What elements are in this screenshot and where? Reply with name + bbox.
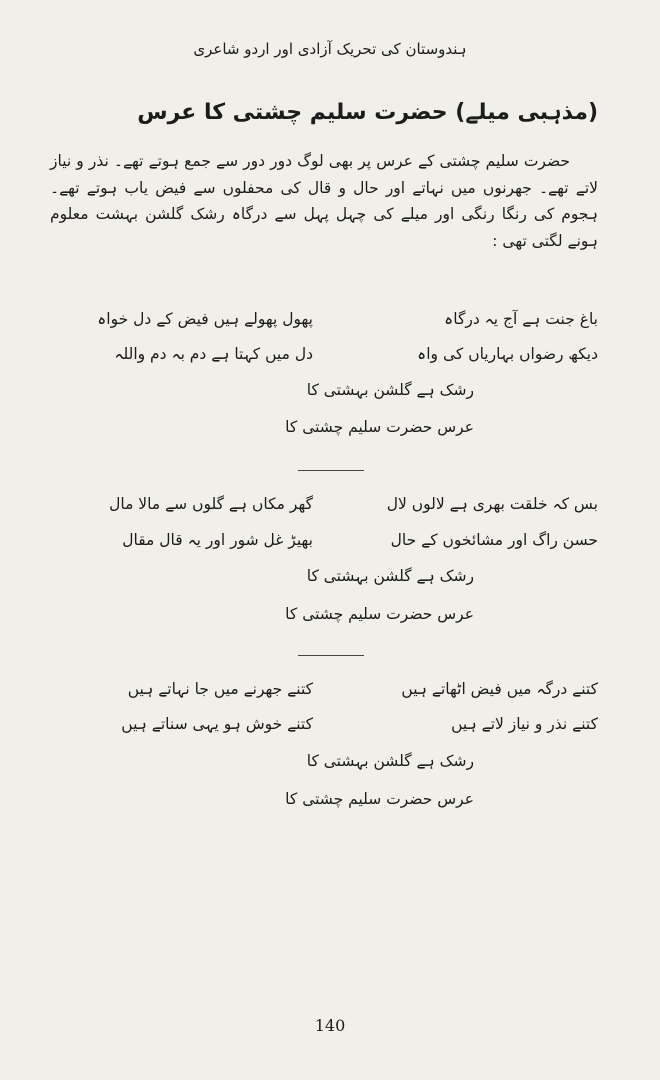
verse-line — [50, 531, 598, 561]
refrain-line: رشک ہے گلشن بہشتی کا — [306, 381, 474, 399]
refrain-line: عرس حضرت سلیم چشتی کا — [285, 418, 474, 436]
verse-right-hemistich: بس کہ خلقت بھری ہے لالوں لال — [386, 495, 598, 513]
verse-line — [50, 310, 598, 340]
page-number: 140 — [314, 1016, 346, 1035]
verse-left-hemistich: گھر مکاں ہے گلوں سے مالا مال — [109, 495, 313, 513]
verse-right-hemistich: حسن راگ اور مشائخوں کے حال — [390, 531, 598, 549]
verse-line — [50, 715, 598, 745]
section-title: (مذہبی میلے) حضرت سلیم چشتی کا عرس — [137, 100, 598, 125]
running-header: ہندوستان کی تحریک آزادی اور اردو شاعری — [193, 40, 467, 58]
verse-left-hemistich: دل میں کہتا ہے دم بہ دم واللہ — [114, 345, 313, 363]
verse-right-hemistich: دیکھ رضواں بہاریاں کی واہ — [417, 345, 598, 363]
verse-right-hemistich: کتنے نذر و نیاز لاتے ہیں — [451, 715, 598, 733]
stanza-divider — [298, 470, 364, 471]
verse-line — [50, 345, 598, 375]
verse-line — [50, 680, 598, 710]
stanza-divider — [298, 655, 364, 656]
verse-left-hemistich: پھول پھولے ہیں فیض کے دل خواہ — [97, 310, 313, 328]
verse-right-hemistich: باغ جنت ہے آج یہ درگاہ — [444, 310, 598, 328]
verse-line — [50, 495, 598, 525]
refrain-line: رشک ہے گلشن بہشتی کا — [306, 752, 474, 770]
intro-paragraph — [50, 148, 598, 254]
refrain-line: عرس حضرت سلیم چشتی کا — [285, 790, 474, 808]
verse-left-hemistich: کتنے خوش ہو یہی سناتے ہیں — [121, 715, 313, 733]
intro-text: حضرت سلیم چشتی کے عرس پر بھی لوگ دور دور سے جمع ہوتے تھے۔ نذر و نیاز لاتے تھے۔ جھرنوں میں نہاتے اور حال و قال کی محفلوں سے فیض یاب ہوتے تھے۔ ہجوم کی رنگا رنگی اور میلے کی چہل پہل سے درگاہ رشک گلشن بہشت معلوم ہونے لگتی تھی : — [50, 152, 598, 250]
refrain-line: عرس حضرت سلیم چشتی کا — [285, 605, 474, 623]
refrain-line: رشک ہے گلشن بہشتی کا — [306, 567, 474, 585]
verse-right-hemistich: کتنے درگہ میں فیض اٹھاتے ہیں — [401, 680, 598, 698]
verse-left-hemistich: کتنے جھرنے میں جا نہاتے ہیں — [127, 680, 313, 698]
verse-left-hemistich: بھیڑ غل شور اور یہ قال مقال — [122, 531, 313, 549]
